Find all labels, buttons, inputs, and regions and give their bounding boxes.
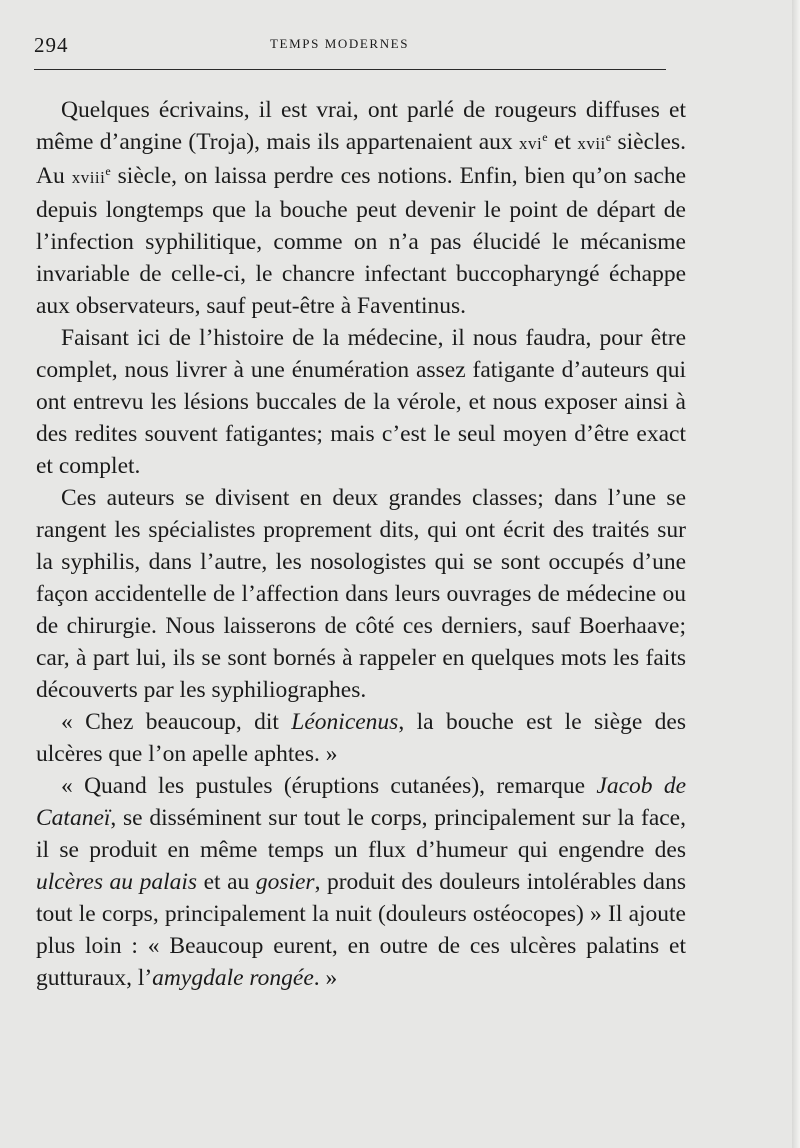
paragraph-1 xyxy=(36,94,686,322)
italic-phrase: gosier xyxy=(255,869,315,895)
text-run: siècle, on laissa perdre ces notions. Enfin, bien qu’on sache depuis longtemps que la bouche peut devenir le point de départ de l’infection syphilitique, comme on n’a pas élucidé le mécanisme invariable de celle-ci, le chancre infectant buccopharyngé échappe aux observateurs, sauf peut-être à Faventinus. xyxy=(36,163,686,319)
text-run: , la bouche est le siège des ulcères que l’on apelle aphtes. » xyxy=(36,709,687,767)
header-rule xyxy=(34,69,666,70)
text-run: « Chez beaucoup, dit xyxy=(61,709,292,735)
author-name: Léonicenus xyxy=(291,709,399,735)
superscript: e xyxy=(542,130,548,144)
paragraph-2: Faisant ici de l’histoire de la médecine, il nous faudra, pour être complet, nous livrer à une énumération assez fatigante d’auteurs qui ont entrevu les lésions buccales de la vérole, et nous exposer ainsi à des redites souvent fatigantes; mais c’est le seul moyen d’être exact et complet. xyxy=(36,325,686,479)
page-number: 294 xyxy=(34,33,69,57)
roman-numeral: xvi xyxy=(519,134,543,153)
roman-numeral: xviii xyxy=(71,168,106,187)
author-name: Jacob de Cataneï xyxy=(36,773,687,831)
paragraph-5 xyxy=(36,770,686,994)
running-head: TEMPS MODERNES xyxy=(270,36,410,51)
superscript: e xyxy=(605,130,612,144)
text-run: « Quand les pustules (éruptions cutanées), remarque xyxy=(61,773,597,799)
text-run: , produit des douleurs intolérables dans tout le corps, principalement la nuit (douleurs ostéocopes) » Il ajoute plus loin : « Beaucoup eurent, en outre de ces ulcères palatins et gutturaux, l’ xyxy=(36,869,686,991)
roman-numeral: xvii xyxy=(577,134,606,153)
text-run: et xyxy=(547,129,578,155)
italic-phrase: amygdale rongée xyxy=(152,965,314,991)
paragraph-3: Ces auteurs se divisent en deux grandes classes; dans l’une se rangent les spécialistes proprement dits, qui ont écrit des traités sur la syphilis, dans l’autre, les nosologistes qui se sont occupés d’une façon accidentelle de l’affection dans leurs ouvrages de médecine ou de chirurgie. Nous laisserons de côté ces derniers, sauf Boerhaave; car, à part lui, ils se sont bornés à rappeler en quelques mots les faits découverts par les syphiliographes. xyxy=(36,485,686,703)
text-run: Quelques écrivains, il est vrai, ont parlé de rougeurs diffuses et même d’angine (Troja), mais ils appartenaient aux xyxy=(36,97,686,155)
text-run: siècles. Au xyxy=(36,129,686,189)
italic-phrase: ulcères au palais xyxy=(36,869,198,895)
paragraph-4 xyxy=(36,706,686,770)
superscript: e xyxy=(105,164,111,178)
text-run: . » xyxy=(313,965,338,991)
page-edge-shadow xyxy=(792,0,800,1148)
text-run: , se disséminent sur tout le corps, principalement sur la face, il se produit en même temps un flux d’humeur qui engendre des xyxy=(36,805,686,863)
text-run: et au xyxy=(197,869,256,895)
body-text xyxy=(36,94,686,994)
